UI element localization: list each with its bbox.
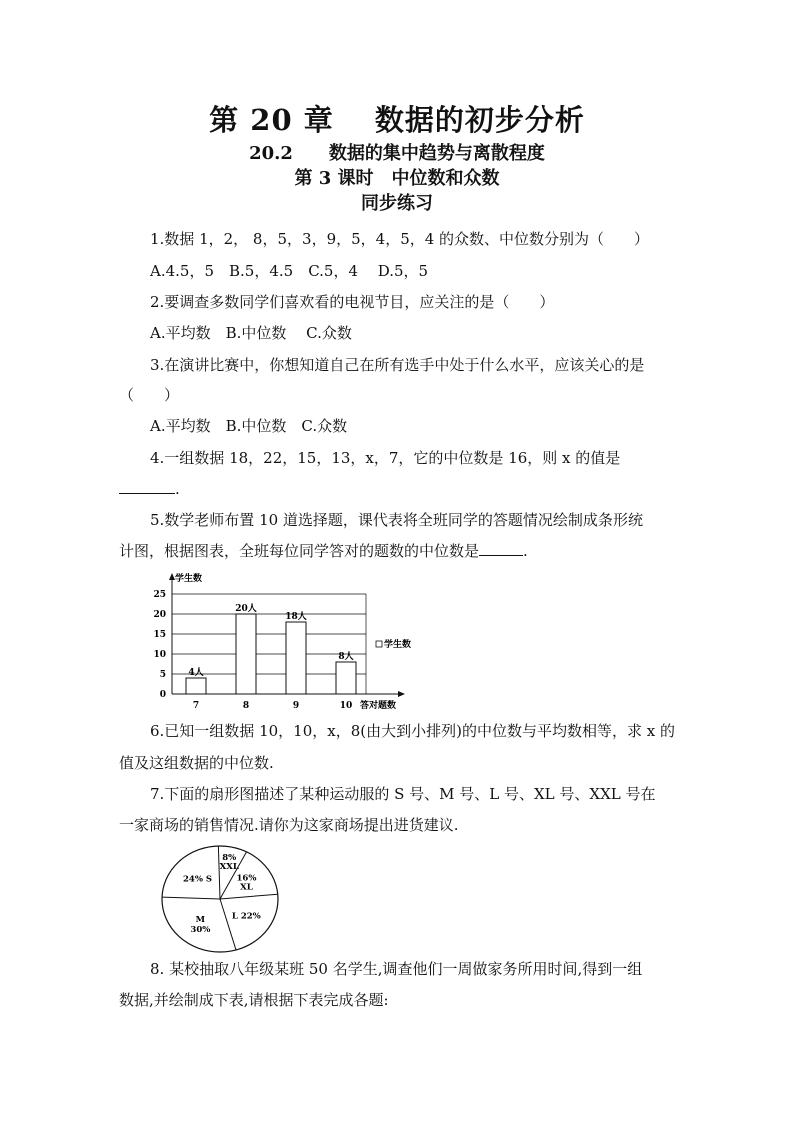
y-tick-labels <box>153 590 166 700</box>
pie-slice-pct: 8% <box>222 852 237 863</box>
y-tick-label: 0 <box>159 690 166 700</box>
bar <box>286 622 306 694</box>
question-5-line2-text: 计图，根据图表，全班每位同学答对的题数的中位数是 <box>119 542 480 560</box>
y-tick-label: 5 <box>159 670 166 680</box>
question-5-line1: 5.数学老师布置 10 道选择题，课代表将全班同学的答题情况绘制成条形统 <box>150 511 643 529</box>
bar <box>186 678 206 694</box>
question-3-line1: 3.在演讲比赛中，你想知道自己在所有选手中处于什么水平，应该关心的是 <box>150 356 645 374</box>
answer-blank[interactable] <box>479 541 523 556</box>
section-title: 20.2 数据的集中趋势与离散程度 <box>249 143 545 164</box>
y-tick-label: 10 <box>153 650 166 660</box>
question-2-options: A.平均数 B.中位数 C.众数 <box>150 324 352 342</box>
pie-slice-pct: 30% <box>190 924 211 935</box>
pie-slice-label: M <box>195 914 206 925</box>
x-tick-label: 7 <box>192 701 200 710</box>
question-8-line1: 8. 某校抽取八年级某班 50 名学生,调查他们一周做家务所用时间,得到一组 <box>150 960 643 978</box>
x-tick-label: 9 <box>292 701 300 710</box>
bar <box>336 662 356 694</box>
bar-label: 8人 <box>338 652 354 662</box>
question-3-options: A.平均数 B.中位数 C.众数 <box>150 417 348 435</box>
bar-chart <box>140 570 430 710</box>
question-4-line2-end: . <box>175 480 180 498</box>
question-6-line2: 值及这组数据的中位数. <box>119 754 274 772</box>
pie-chart <box>158 842 288 954</box>
pie-slice-pct: 16% <box>236 873 257 884</box>
question-4-line2 <box>119 479 180 499</box>
y-tick-label: 15 <box>153 630 166 640</box>
answer-blank[interactable] <box>119 479 175 494</box>
bar-label: 20人 <box>235 604 257 614</box>
pie-slice-label: 24% S <box>183 874 213 885</box>
legend-label: 学生数 <box>384 640 412 650</box>
practice-title: 同步练习 <box>361 193 433 214</box>
legend-swatch <box>376 641 382 647</box>
question-7-line2: 一家商场的销售情况.请你为这家商场提出进货建议. <box>119 816 459 834</box>
bar-label: 4人 <box>188 668 204 678</box>
y-tick-label: 25 <box>153 590 166 600</box>
x-tick-labels <box>193 701 352 710</box>
question-2: 2.要调查多数同学们喜欢看的电视节目，应关注的是（ ） <box>150 293 555 311</box>
question-3-line2: （ ） <box>119 386 180 404</box>
question-5-line2 <box>119 541 528 561</box>
bar-labels <box>188 602 353 678</box>
x-axis-label: 答对题数 <box>360 701 397 710</box>
y-axis-label: 学生数 <box>175 574 203 584</box>
question-4-line1: 4.一组数据 18，22，15，13，x，7，它的中位数是 16，则 x 的值是 <box>150 449 621 467</box>
question-1: 1.数据 1，2， 8，5，3，9，5，4，5，4 的众数、中位数分别为（ ） <box>150 230 650 248</box>
lesson-title: 第 3 课时 中位数和众数 <box>294 168 500 189</box>
pie-slice-label: L 22% <box>231 911 261 922</box>
question-5-line2-end: . <box>523 542 528 560</box>
chapter-title: 第 20 章 数据的初步分析 <box>209 103 585 137</box>
question-1-options: A.4.5，5 B.5，4.5 C.5，4 D.5，5 <box>150 262 429 280</box>
question-6-line1: 6.已知一组数据 10，10，x，8(由大到小排列)的中位数与平均数相等，求 x 的 <box>150 722 675 740</box>
y-tick-label: 20 <box>153 610 166 620</box>
pie-slice-label: XL <box>240 882 253 893</box>
bar <box>236 614 256 694</box>
x-tick-label: 10 <box>339 701 353 710</box>
pie-slice-label: XXL <box>219 861 239 872</box>
question-8-line2: 数据,并绘制成下表,请根据下表完成各题: <box>119 991 389 1009</box>
x-tick-label: 8 <box>242 701 250 710</box>
question-7-line1: 7.下面的扇形图描述了某种运动服的 S 号、M 号、L 号、XL 号、XXL 号在 <box>150 785 656 803</box>
x-axis-arrow <box>398 691 405 697</box>
bar-label: 18人 <box>285 612 307 622</box>
